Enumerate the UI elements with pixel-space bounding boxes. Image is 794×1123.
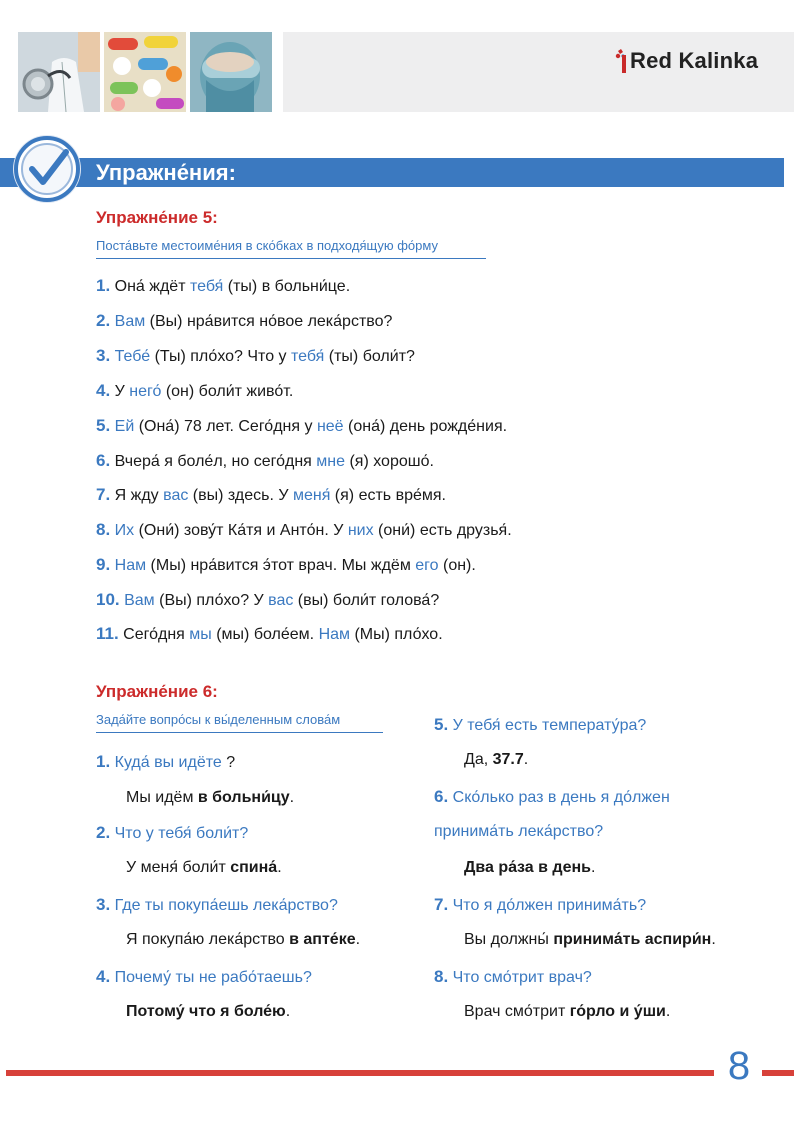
sentence-text: (Она́) 78 лет. Сего́дня у <box>134 418 317 435</box>
highlighted-word: в больни́цу <box>197 789 290 806</box>
exercise-6-answer <box>464 859 595 877</box>
sentence-text: (вы) боли́т голова́? <box>293 592 440 609</box>
exercise-5-sentence <box>96 311 392 331</box>
question-text: Почему́ ты не рабо́таешь? <box>114 969 312 986</box>
pronoun-answer: Вам <box>114 313 146 330</box>
sentence-text: (Мы) нра́вится э́тот врач. Мы ждём <box>146 557 416 574</box>
highlighted-word: Два ра́за в день <box>464 859 591 876</box>
sentence-text: Вчера́ я боле́л, но сего́дня <box>114 453 317 470</box>
exercise-6-question <box>434 967 592 987</box>
exercise-6-question <box>434 895 646 915</box>
footer-rule-end <box>762 1070 794 1076</box>
sentence-text: (Вы) пло́хо? У <box>154 592 269 609</box>
exercise-5-sentence <box>96 555 476 575</box>
exercise-6-question-continued: принима́ть лека́рство? <box>434 823 604 840</box>
exercise-6-answer <box>464 751 528 769</box>
sentence-text: У <box>114 383 130 400</box>
sentence-text: (Вы) нра́вится но́вое лека́рство? <box>145 313 393 330</box>
pronoun-answer: вас <box>268 592 294 609</box>
pronoun-answer: Тебе́ <box>114 348 151 365</box>
answer-text: . <box>590 859 596 876</box>
highlighted-word: Потому́ что я боле́ю <box>126 1003 286 1020</box>
answer-text: Мы идём <box>126 789 198 806</box>
answer-text: . <box>355 931 361 948</box>
exercise-6-answer <box>126 931 360 949</box>
answer-text: Да, <box>464 751 493 768</box>
pronoun-answer: Ей <box>114 418 135 435</box>
answer-text: . <box>711 931 716 948</box>
sentence-text: Она́ ждёт <box>114 278 190 295</box>
item-number: 6. <box>434 787 449 806</box>
item-number: 3. <box>96 346 111 365</box>
item-number: 4. <box>96 967 111 986</box>
exercise-5-sentence <box>96 276 350 296</box>
question-tail: ? <box>221 754 236 771</box>
pronoun-answer: Нам <box>318 626 351 643</box>
exercise-5-sentence <box>96 624 443 644</box>
pronoun-answer: мне <box>316 453 346 470</box>
sentence-text: (ты) в больни́це. <box>223 278 351 295</box>
exercise-6-question <box>96 823 248 843</box>
exercise-5-sentence <box>96 381 293 401</box>
sentence-text: (ты) боли́т? <box>324 348 415 365</box>
item-number: 8. <box>434 967 449 986</box>
highlighted-word: спина́ <box>230 859 278 876</box>
brand-name: Red Kalinka <box>630 48 759 73</box>
exercise-6-answer <box>126 1003 290 1021</box>
pronoun-answer: тебя́ <box>189 278 224 295</box>
item-number: 4. <box>96 381 111 400</box>
sentence-text: (она́) день рожде́ния. <box>343 418 508 435</box>
exercise-6-question <box>96 752 235 772</box>
item-number: 7. <box>434 895 449 914</box>
item-number: 2. <box>96 823 111 842</box>
sentence-text: (он). <box>438 557 476 574</box>
sentence-text: (они́) есть друзья́. <box>373 522 512 539</box>
pronoun-answer: вас <box>163 487 189 504</box>
highlighted-word: принима́ть аспири́н <box>553 931 712 948</box>
question-text: Что я до́лжен принима́ть? <box>452 897 647 914</box>
question-text: Где ты покупа́ешь лека́рство? <box>114 897 338 914</box>
exercise-5-sentence <box>96 451 434 471</box>
question-text: Куда́ вы идёте <box>114 754 222 771</box>
exercise-6-question <box>96 895 338 915</box>
pronoun-answer: Нам <box>114 557 147 574</box>
question-text: Ско́лько раз в день я до́лжен <box>452 789 670 806</box>
surgeon-photo <box>190 32 272 112</box>
section-title: Упражне́ния: <box>96 160 236 185</box>
exercise-5-sentence <box>96 346 415 366</box>
item-number: 10. <box>96 590 120 609</box>
exercise-6-question <box>434 787 670 807</box>
exercise-5-sentence <box>96 416 507 436</box>
answer-text: Вы должны́ <box>464 931 554 948</box>
sentence-text: (я) хорошо́. <box>345 453 434 470</box>
exercise-5-instructions: Поста́вьте местоиме́ния в ско́бках в подходя́щую фо́рму <box>96 238 486 259</box>
pronoun-answer: неё <box>316 418 344 435</box>
item-number: 8. <box>96 520 111 539</box>
answer-text: Я покупа́ю лека́рство <box>126 931 290 948</box>
brand-logo <box>612 46 758 76</box>
pronoun-answer: них <box>347 522 374 539</box>
pronoun-answer: его <box>415 557 439 574</box>
answer-text: Врач смо́трит <box>464 1003 570 1020</box>
checkmark-icon <box>10 132 84 206</box>
exercise-6-answer <box>464 931 716 949</box>
item-number: 1. <box>96 752 111 771</box>
sentence-text: (Ты) пло́хо? Что у <box>150 348 291 365</box>
page-number: 8 <box>727 1044 751 1088</box>
item-number: 9. <box>96 555 111 574</box>
answer-text: . <box>277 859 282 876</box>
pronoun-answer: меня́ <box>292 487 331 504</box>
sentence-text: (мы) боле́ем. <box>211 626 319 643</box>
sentence-text: (Они́) зову́т Ка́тя и Анто́н. У <box>134 522 348 539</box>
item-number: 5. <box>96 416 111 435</box>
item-number: 1. <box>96 276 111 295</box>
sentence-text: (вы) здесь. У <box>188 487 293 504</box>
pronoun-answer: Их <box>114 522 135 539</box>
item-number: 11. <box>96 624 119 643</box>
exercise-6-answer <box>126 859 282 877</box>
answer-text: У меня́ боли́т <box>126 859 231 876</box>
exercise-6-question <box>434 715 646 735</box>
item-number: 2. <box>96 311 111 330</box>
highlighted-word: го́рло и у́ши <box>569 1003 666 1020</box>
answer-text: . <box>523 751 529 768</box>
exercise-5-sentence <box>96 485 446 505</box>
exercise-5-sentence <box>96 520 512 540</box>
exercise-5-title: Упражне́ние 5: <box>96 208 218 227</box>
sentence-text: (я) есть вре́мя. <box>330 487 446 504</box>
item-number: 7. <box>96 485 111 504</box>
footer-rule <box>6 1070 714 1076</box>
exercise-6-instructions: Зада́йте вопро́сы к вы́деленным слова́м <box>96 712 383 733</box>
sentence-text: (Мы) пло́хо. <box>350 626 443 643</box>
exercise-6-answer <box>126 789 294 807</box>
pills-photo <box>104 32 186 112</box>
sentence-text: (он) боли́т живо́т. <box>161 383 294 400</box>
sentence-text: Я жду <box>114 487 164 504</box>
item-number: 6. <box>96 451 111 470</box>
item-number: 3. <box>96 895 111 914</box>
exercise-5-sentence <box>96 590 439 610</box>
pronoun-answer: Вам <box>124 592 155 609</box>
question-text: Что смо́трит врач? <box>452 969 592 986</box>
answer-text: . <box>289 789 295 806</box>
item-number: 5. <box>434 715 449 734</box>
kalinka-berry-icon <box>612 47 628 75</box>
question-text: У тебя́ есть температу́ра? <box>452 717 647 734</box>
answer-text: . <box>285 1003 291 1020</box>
sentence-text: Сего́дня <box>123 626 190 643</box>
pronoun-answer: тебя́ <box>290 348 325 365</box>
doctor-stethoscope-photo <box>18 32 100 112</box>
pronoun-answer: мы <box>189 626 212 643</box>
exercise-6-title: Упражне́ние 6: <box>96 682 218 701</box>
exercise-6-question <box>96 967 312 987</box>
pronoun-answer: него́ <box>129 383 162 400</box>
exercise-6-answer <box>464 1003 670 1021</box>
question-text: Что у тебя́ боли́т? <box>114 825 249 842</box>
highlighted-word: в апте́ке <box>289 931 356 948</box>
answer-text: . <box>665 1003 671 1020</box>
highlighted-word: 37.7 <box>492 751 524 768</box>
